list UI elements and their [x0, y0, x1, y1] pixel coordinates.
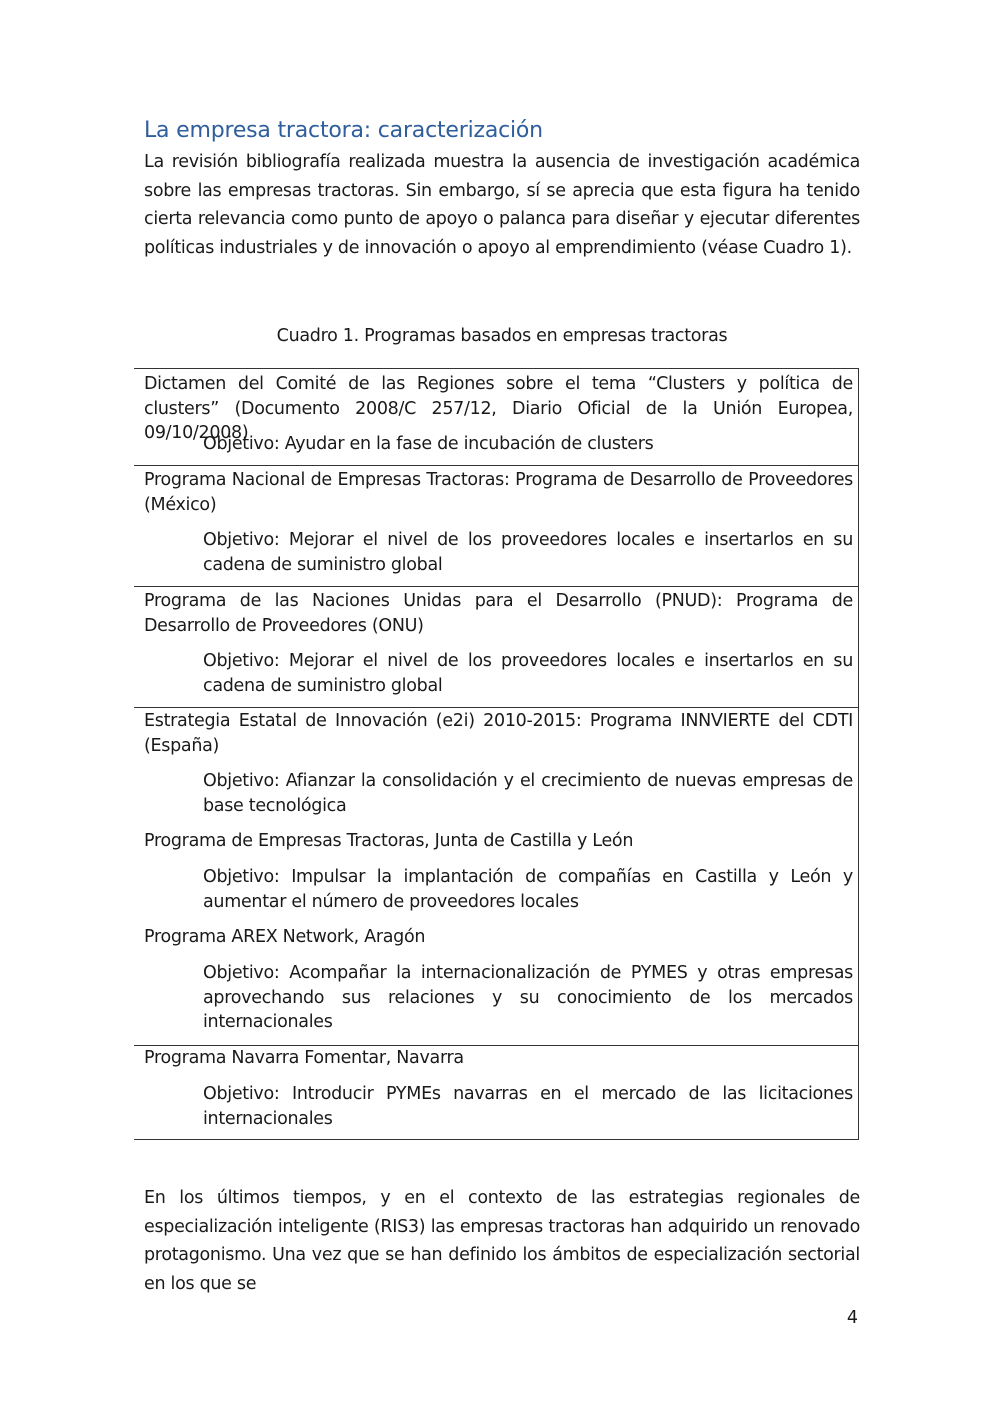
program-objective: Objetivo: Mejorar el nivel de los proveedores locales e insertarlos en su cadena de suministro global [203, 651, 853, 696]
program-name: Programa de las Naciones Unidas para el Desarrollo (PNUD): Programa de Desarrollo de Proveedores (ONU) [144, 591, 853, 636]
program-name: Programa de Empresas Tractoras, Junta de Castilla y León [144, 831, 634, 851]
program-name: Programa Nacional de Empresas Tractoras: Programa de Desarrollo de Proveedores (México) [144, 470, 853, 515]
section-heading: La empresa tractora: caracterización [144, 118, 543, 143]
row-divider [134, 465, 859, 466]
program-objective: Objetivo: Mejorar el nivel de los proveedores locales e insertarlos en su cadena de suministro global [203, 530, 853, 575]
program-objective: Objetivo: Ayudar en la fase de incubación de clusters [203, 434, 654, 454]
closing-paragraph: En los últimos tiempos, y en el contexto de las estrategias regionales de especialización inteligente (RIS3) las empresas tractoras han adquirido un renovado protagonismo. Una vez que se han definido los ámbitos de especialización sectorial en los que se [144, 1188, 860, 1294]
program-name: Programa Navarra Fomentar, Navarra [144, 1048, 464, 1068]
row-divider [134, 707, 859, 708]
program-objective: Objetivo: Acompañar la internacionalización de PYMES y otras empresas aprovechando sus relaciones y su conocimiento de los mercados internacionales [203, 963, 853, 1032]
program-objective: Objetivo: Introducir PYMEs navarras en el mercado de las licitaciones internacionales [203, 1084, 853, 1129]
program-objective: Objetivo: Afianzar la consolidación y el crecimiento de nuevas empresas de base tecnológica [203, 771, 853, 816]
program-name: Estrategia Estatal de Innovación (e2i) 2010-2015: Programa INNVIERTE del CDTI (España) [144, 711, 853, 756]
row-divider [134, 586, 859, 587]
table-caption: Cuadro 1. Programas basados en empresas tractoras [276, 326, 728, 346]
page-number: 4 [846, 1308, 858, 1328]
program-name: Dictamen del Comité de las Regiones sobre el tema “Clusters y política de clusters” (Documento 2008/C 257/12, Diario Oficial de la Unión Europea, 09/10/2008) [144, 374, 853, 443]
intro-paragraph: La revisión bibliografía realizada muestra la ausencia de investigación académica sobre las empresas tractoras. Sin embargo, sí se aprecia que esta figura ha tenido cierta relevancia como punto de apoyo o palanca para diseñar y ejecutar diferentes políticas industriales y de innovación o apoyo al emprendimiento (véase Cuadro 1). [144, 152, 860, 258]
program-objective: Objetivo: Impulsar la implantación de compañías en Castilla y León y aumentar el número de proveedores locales [203, 867, 853, 912]
program-name: Programa AREX Network, Aragón [144, 927, 426, 947]
